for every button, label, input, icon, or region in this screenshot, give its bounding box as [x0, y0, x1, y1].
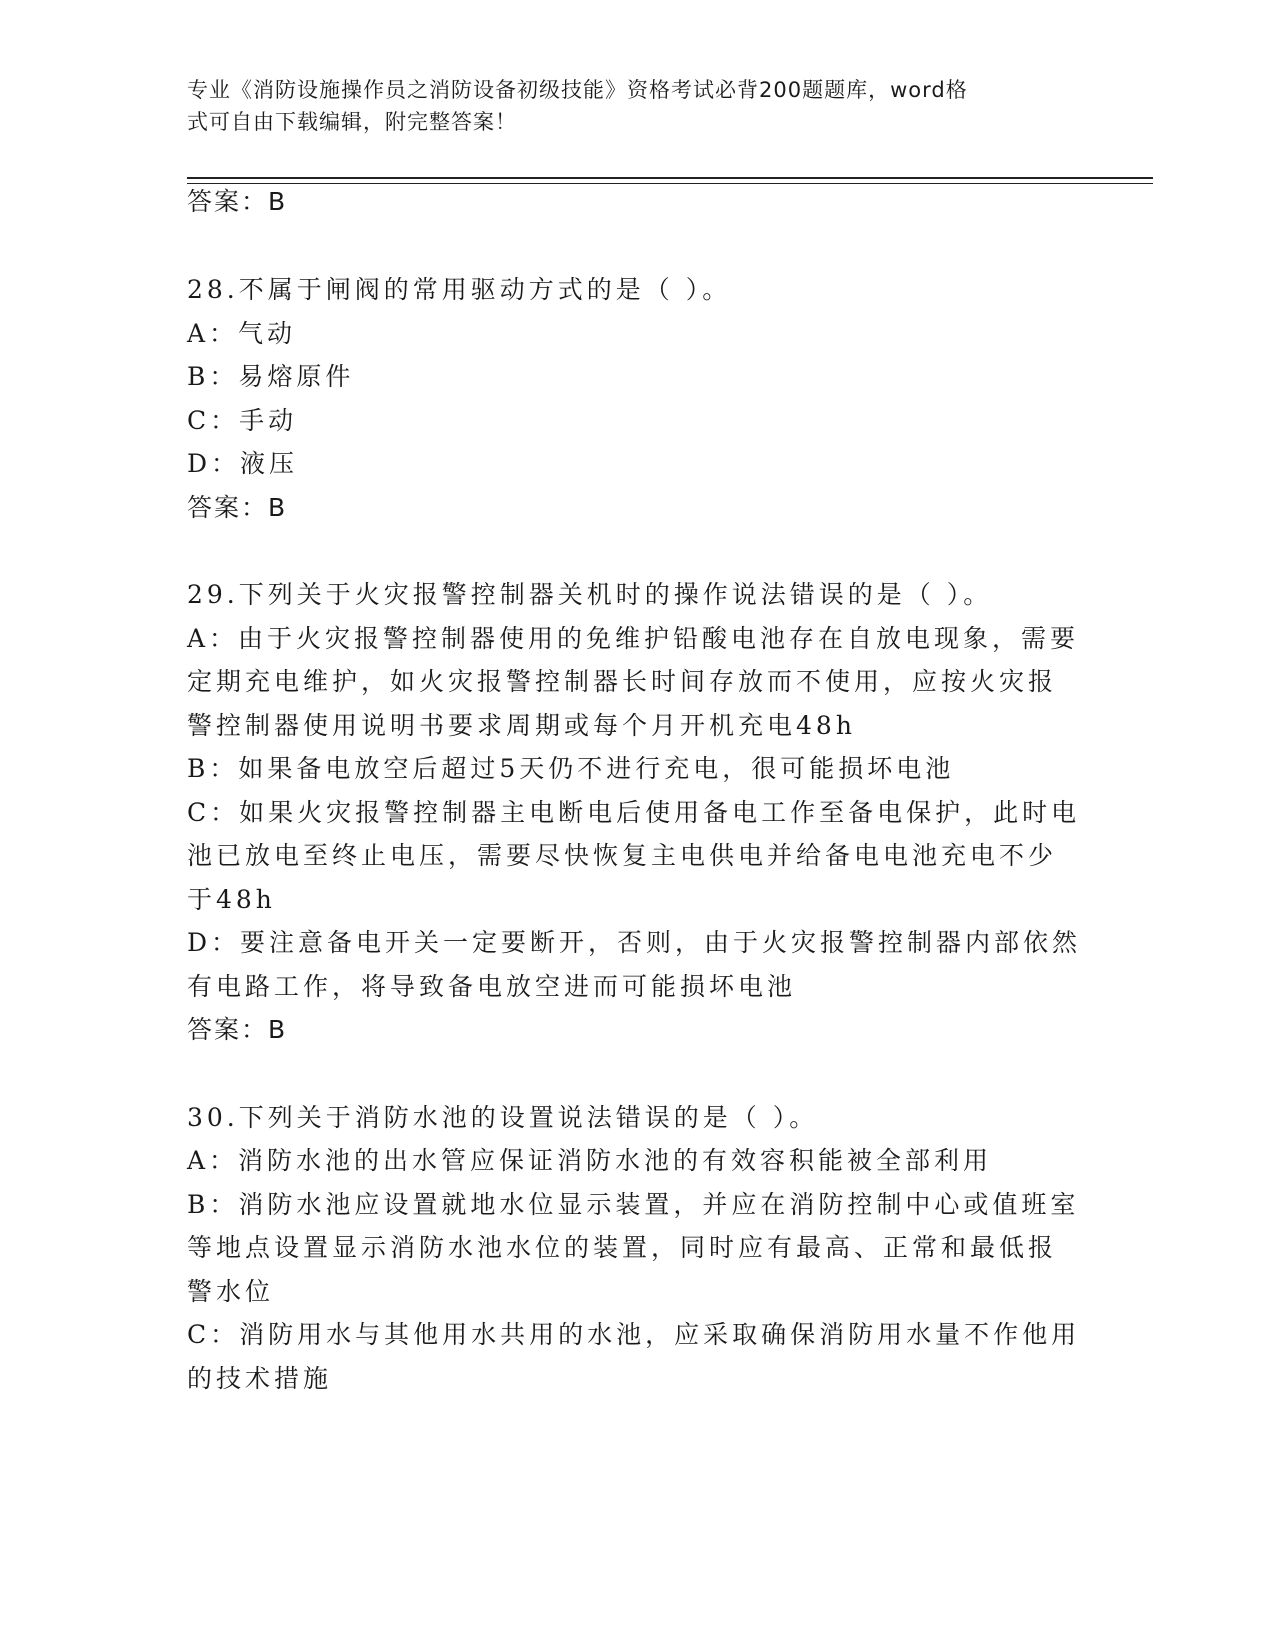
- question-30-option-b-line-3: 警水位: [187, 1277, 275, 1306]
- question-29-option-c-line-1: C：如果火灾报警控制器主电断电后使用备电工作至备电保护，此时电: [187, 798, 1081, 827]
- question-29-option-a-line-2: 定期充电维护，如火灾报警控制器长时间存放而不使用，应按火灾报: [187, 667, 1058, 696]
- question-29-option-d-line-2: 有电路工作，将导致备电放空进而可能损坏电池: [187, 972, 797, 1001]
- question-29-option-d-line-1: D：要注意备电开关一定要断开，否则，由于火灾报警控制器内部依然: [187, 928, 1082, 957]
- header-title-line-1: 专业《消防设施操作员之消防设备初级技能》资格考试必背200题题库，word格: [187, 78, 968, 102]
- question-29-option-b: B：如果备电放空后超过5天仍不进行充电，很可能损坏电池: [187, 754, 955, 783]
- question-28-option-b: B：易熔原件: [187, 362, 355, 391]
- question-28-stem: 28.不属于闸阀的常用驱动方式的是（ ）。: [187, 275, 732, 304]
- question-29-option-c-line-3: 于48h: [187, 885, 276, 914]
- answer-27: 答案：B: [187, 187, 288, 216]
- header-divider-thin: [187, 183, 1153, 184]
- question-30-option-c-line-2: 的技术措施: [187, 1364, 333, 1393]
- header-title-line-2: 式可自由下载编辑，附完整答案！: [187, 110, 517, 134]
- page-header: [187, 74, 1067, 138]
- header-divider-thick: [187, 177, 1153, 179]
- question-28-option-d: D：液压: [187, 449, 299, 478]
- question-28-option-c: C：手动: [187, 406, 298, 435]
- question-30-option-b-line-1: B：消防水池应设置就地水位显示装置，并应在消防控制中心或值班室: [187, 1190, 1080, 1219]
- question-28-option-a: A：气动: [187, 319, 297, 348]
- question-30-stem: 30.下列关于消防水池的设置说法错误的是（ ）。: [187, 1103, 819, 1132]
- answer-28: 答案：B: [187, 493, 288, 522]
- question-29-stem: 29.下列关于火灾报警控制器关机时的操作说法错误的是（ ）。: [187, 580, 993, 609]
- question-29-option-c-line-2: 池已放电至终止电压，需要尽快恢复主电供电并给备电电池充电不少: [187, 841, 1058, 870]
- answer-29: 答案：B: [187, 1015, 288, 1044]
- question-30-option-c-line-1: C：消防用水与其他用水共用的水池，应采取确保消防用水量不作他用: [187, 1320, 1081, 1349]
- question-30-option-b-line-2: 等地点设置显示消防水池水位的装置，同时应有最高、正常和最低报: [187, 1233, 1058, 1262]
- question-29-option-a-line-1: A：由于火灾报警控制器使用的免维护铅酸电池存在自放电现象，需要: [187, 624, 1080, 653]
- question-29-option-a-line-3: 警控制器使用说明书要求周期或每个月开机充电48h: [187, 711, 856, 740]
- question-30-option-a: A：消防水池的出水管应保证消防水池的有效容积能被全部利用: [187, 1146, 993, 1175]
